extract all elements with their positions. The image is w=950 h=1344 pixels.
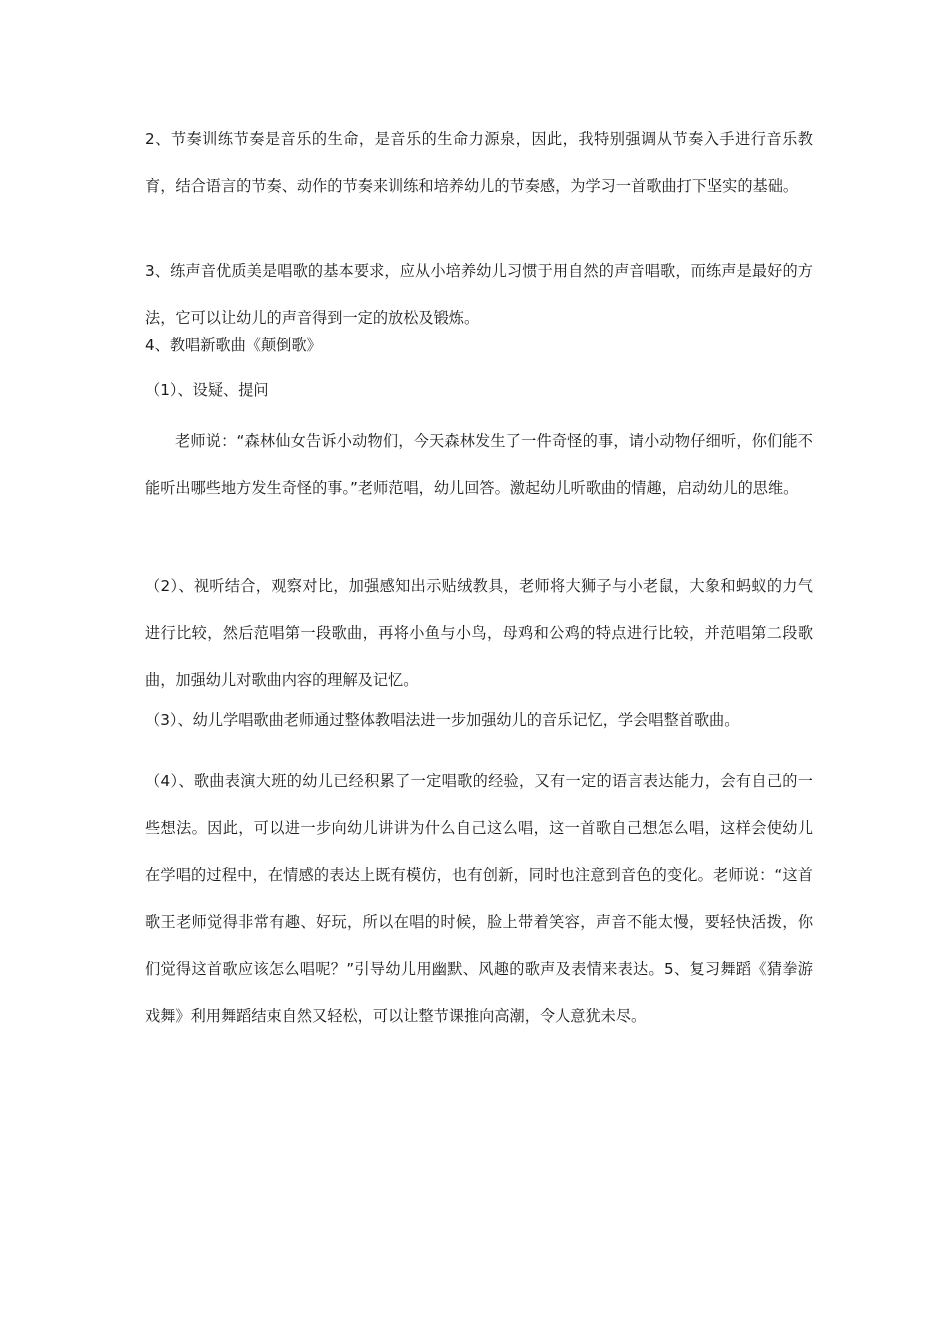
paragraph-step-2: （2）、视听结合，观察对比，加强感知出示贴绒教具，老师将大狮子与小老鼠，大象和蚂蚁的力气进行比较，然后范唱第一段歌曲，再将小鱼与小鸟，母鸡和公鸡的特点进行比较，并范唱第二段歌曲，加强幼儿对歌曲内容的理解及记忆。 [145, 577, 813, 689]
paragraph-rhythm-training: 2、节奏训练节奏是音乐的生命，是音乐的生命力源泉，因此，我特别强调从节奏入手进行音乐教育，结合语言的节奏、动作的节奏来训练和培养幼儿的节奏感，为学习一首歌曲打下坚实的基础。 [145, 130, 813, 195]
paragraph-vocal-practice: 3、练声音优质美是唱歌的基本要求，应从小培养幼儿习惯于用自然的声音唱歌，而练声是最好的方法，它可以让幼儿的声音得到一定的放松及锻炼。 [145, 262, 813, 327]
paragraph-step-3: （3）、幼儿学唱歌曲老师通过整体教唱法进一步加强幼儿的音乐记忆，学会唱整首歌曲。 [145, 711, 740, 729]
paragraph-step-4-and-5: （4）、歌曲表演大班的幼儿已经积累了一定唱歌的经验，又有一定的语言表达能力，会有自己的一些想法。因此，可以进一步向幼儿讲讲为什么自己这么唱，这一首歌自己想怎么唱，这样会使幼儿在学唱的过程中，在情感的表达上既有模仿，也有创新，同时也注意到音色的变化。老师说：“这首歌王老师觉得非常有趣、好玩，所以在唱的时候，脸上带着笑容，声音不能太慢，要轻快活拨，你们觉得这首歌应该怎么唱呢？”引导幼儿用幽默、风趣的歌声及表情来表达。5、复习舞蹈《猜拳游戏舞》利用舞蹈结束自然又轻松，可以让整节课推向高潮，令人意犹未尽。 [145, 772, 813, 1025]
paragraph-step-1-heading: （1）、设疑、提问 [145, 381, 269, 399]
paragraph-teacher-says-1: 老师说：“森林仙女告诉小动物们，今天森林发生了一件奇怪的事，请小动物仔细听，你们能不能听出哪些地方发生奇怪的事。”老师范唱，幼儿回答。激起幼儿听歌曲的情趣，启动幼儿的思维。 [145, 432, 813, 497]
paragraph-new-song-heading: 4、教唱新歌曲《颠倒歌》 [145, 336, 322, 354]
